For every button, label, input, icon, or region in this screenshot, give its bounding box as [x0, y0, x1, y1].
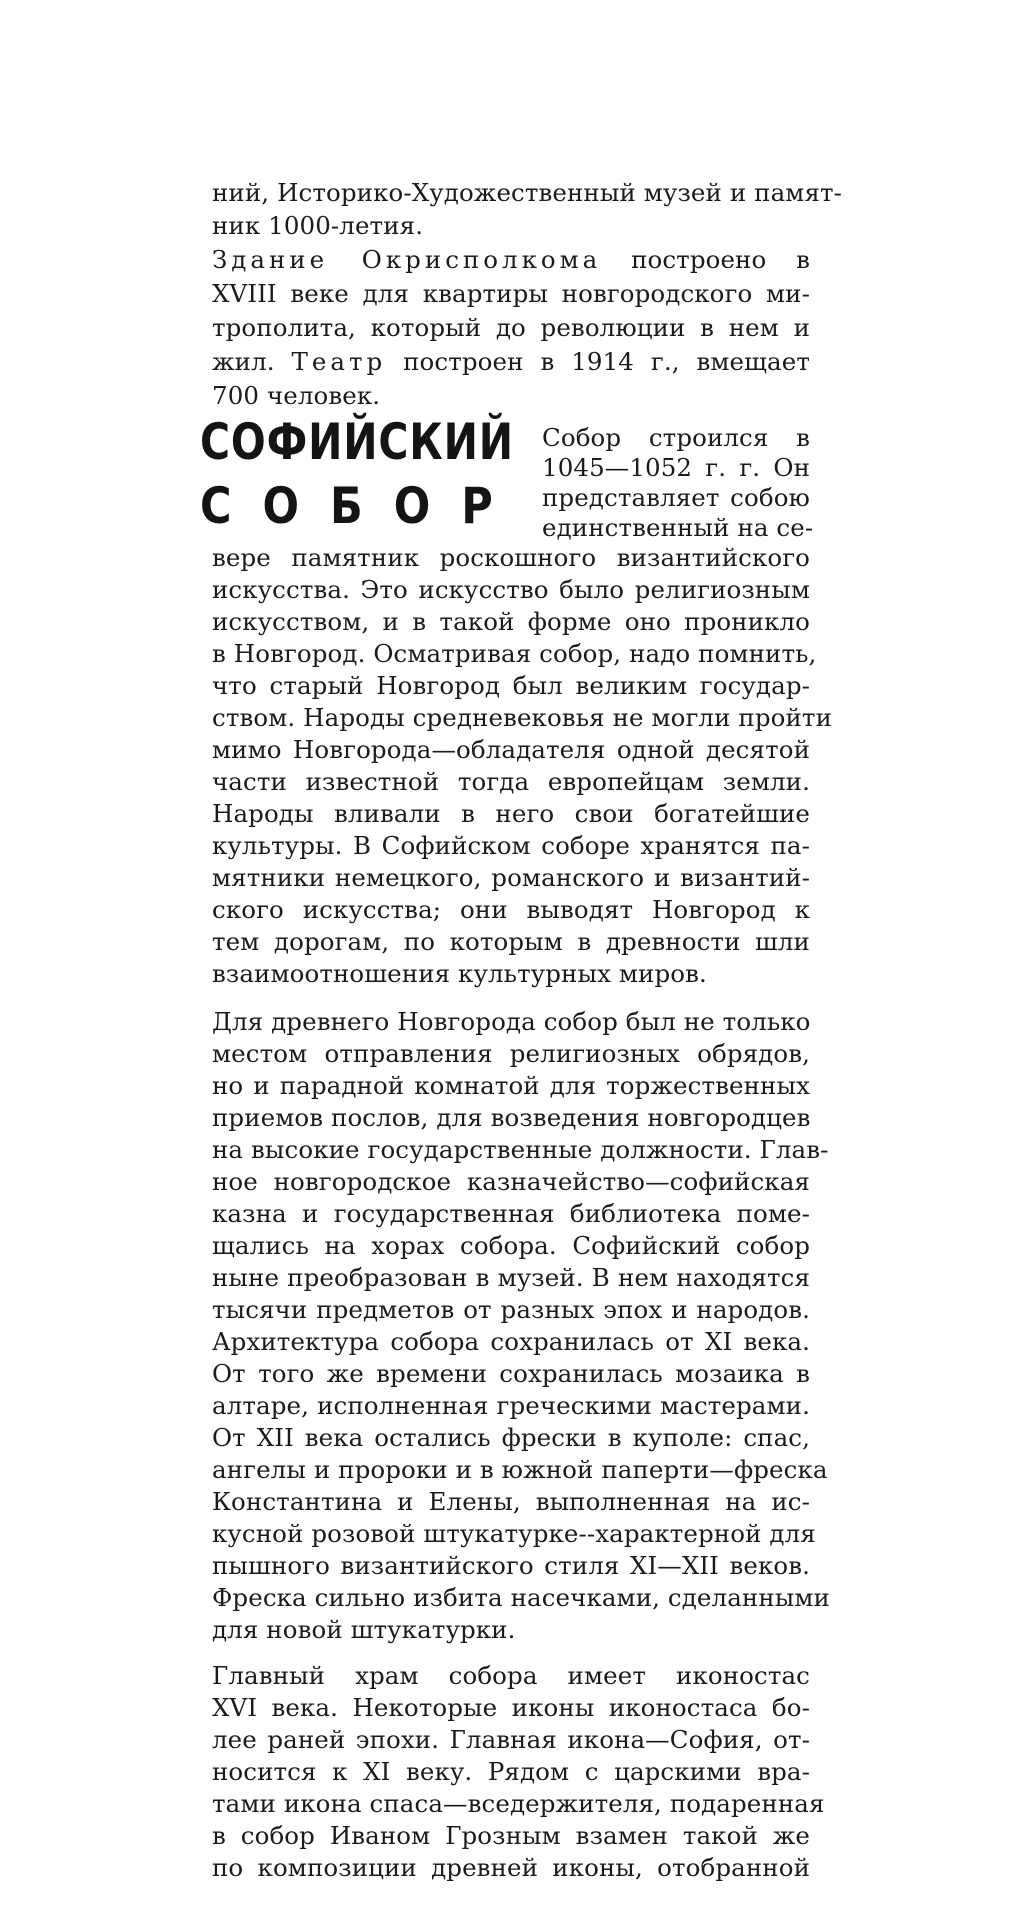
p2-line-8: щались на хорах собора. Софийский собор: [212, 1231, 810, 1260]
p1-line-7: мимо Новгорода—обладателя одной десятой: [212, 735, 810, 764]
p2-line-4: приемов послов, для возведения новгородцев: [212, 1103, 811, 1132]
p1-line-11: мятники немецкого, романского и византий-: [212, 863, 810, 892]
p2-line-12: От того же времени сохранилась мозаика в: [212, 1359, 810, 1388]
p2-line-5: на высокие государственные должности. Глав-: [212, 1135, 829, 1164]
p1-line-1: вере памятник роскошного византийского: [212, 543, 810, 572]
p1-line-5: что старый Новгород был великим государ-: [212, 671, 810, 700]
p1-line-12: ского искусства; они выводят Новгород к: [212, 895, 810, 924]
theatre-line-rest: построен в 1914 г., вмещает: [386, 347, 810, 376]
p2-line-14: От XII века остались фрески в куполе: спас,: [212, 1423, 810, 1452]
p3-line-5: тами икона спаса—вседержителя, подаренная: [212, 1789, 825, 1818]
intro-line-1: ний, Историко-Художественный музей и памят-: [212, 178, 843, 207]
p2-line-10: тысячи предметов от разных эпох и народов.: [212, 1295, 810, 1324]
p3-line-2: XVI века. Некоторые иконы иконостаса бо-: [212, 1693, 810, 1722]
p1-line-6: ством. Народы средневековья не могли пройти: [212, 703, 832, 732]
p2-line-15: ангелы и пророки и в южной паперти—фреска: [212, 1455, 828, 1484]
p2-line-1: Для древнего Новгорода собор был не только: [212, 1007, 811, 1036]
p2-line-9: ныне преобразован в музей. В нем находятся: [212, 1263, 810, 1292]
building-line-3: трополита, который до революции в нем и: [212, 313, 810, 342]
p3-line-1: Главный храм собора имеет иконостас: [212, 1661, 810, 1690]
p2-line-20: для новой штукатурки.: [212, 1615, 516, 1644]
building-spaced-term: Здание Окрисполкома: [212, 245, 602, 274]
p2-line-18: пышного византийского стиля XI—XII веков.: [212, 1551, 810, 1580]
building-line-rest: построено в: [601, 245, 811, 274]
side-line-2: 1045—1052 г. г. Он: [542, 453, 810, 482]
intro-line-2: ник 1000-летия.: [212, 211, 424, 240]
side-line-3: представляет собою: [542, 483, 810, 512]
p1-line-3: искусством, и в такой форме оно проникло: [212, 607, 810, 636]
p3-line-4: носится к XI веку. Рядом с царскими вра-: [212, 1757, 810, 1786]
p2-line-11: Архитектура собора сохранилась от XI века.: [212, 1327, 810, 1356]
p2-line-13: алтаре, исполненная греческими мастерами.: [212, 1391, 810, 1420]
theatre-prefix: жил.: [212, 347, 292, 376]
p3-line-7: по композиции древней иконы, отобранной: [212, 1853, 810, 1882]
p1-line-4: в Новгород. Осматривая собор, надо помнить,: [212, 639, 817, 668]
p2-line-7: казна и государственная библиотека поме-: [212, 1199, 810, 1228]
p1-line-8: части известной тогда европейцам земли.: [212, 767, 810, 796]
p1-line-2: искусства. Это искусство было религиозным: [212, 575, 810, 604]
p2-line-3: но и парадной комнатой для торжественных: [212, 1071, 810, 1100]
side-line-1: Собор строился в: [542, 423, 810, 452]
section-title-line-1: СОФИЙСКИЙ: [200, 413, 514, 471]
p3-line-3: лее раней эпохи. Главная икона—София, от-: [212, 1725, 810, 1754]
p1-line-14: взаимоотношения культурных миров.: [212, 959, 707, 988]
side-line-4: единственный на се-: [542, 513, 814, 542]
theatre-line-2: 700 человек.: [212, 381, 381, 410]
p2-line-19: Фреска сильно избита насечками, сделанными: [212, 1583, 830, 1612]
theatre-line-1: [212, 345, 810, 379]
p1-line-10: культуры. В Софийском соборе хранятся па-: [212, 831, 810, 860]
building-line-1: [212, 243, 810, 277]
p2-line-17: кусной розовой штукатурке--характерной для: [212, 1519, 816, 1548]
building-line-2: XVIII веке для квартиры новгородского ми-: [212, 279, 810, 308]
p1-line-9: Народы вливали в него свои богатейшие: [212, 799, 810, 828]
p2-line-16: Константина и Елены, выполненная на ис-: [212, 1487, 810, 1516]
theatre-spaced-term: Театр: [291, 347, 387, 376]
p2-line-6: ное новгородское казначейство—софийская: [212, 1167, 810, 1196]
p2-line-2: местом отправления религиозных обрядов,: [212, 1039, 810, 1068]
p3-line-6: в собор Иваном Грозным взамен такой же: [212, 1821, 810, 1850]
section-title-line-2: СОБОР: [200, 477, 524, 535]
p1-line-13: тем дорогам, по которым в древности шли: [212, 927, 810, 956]
